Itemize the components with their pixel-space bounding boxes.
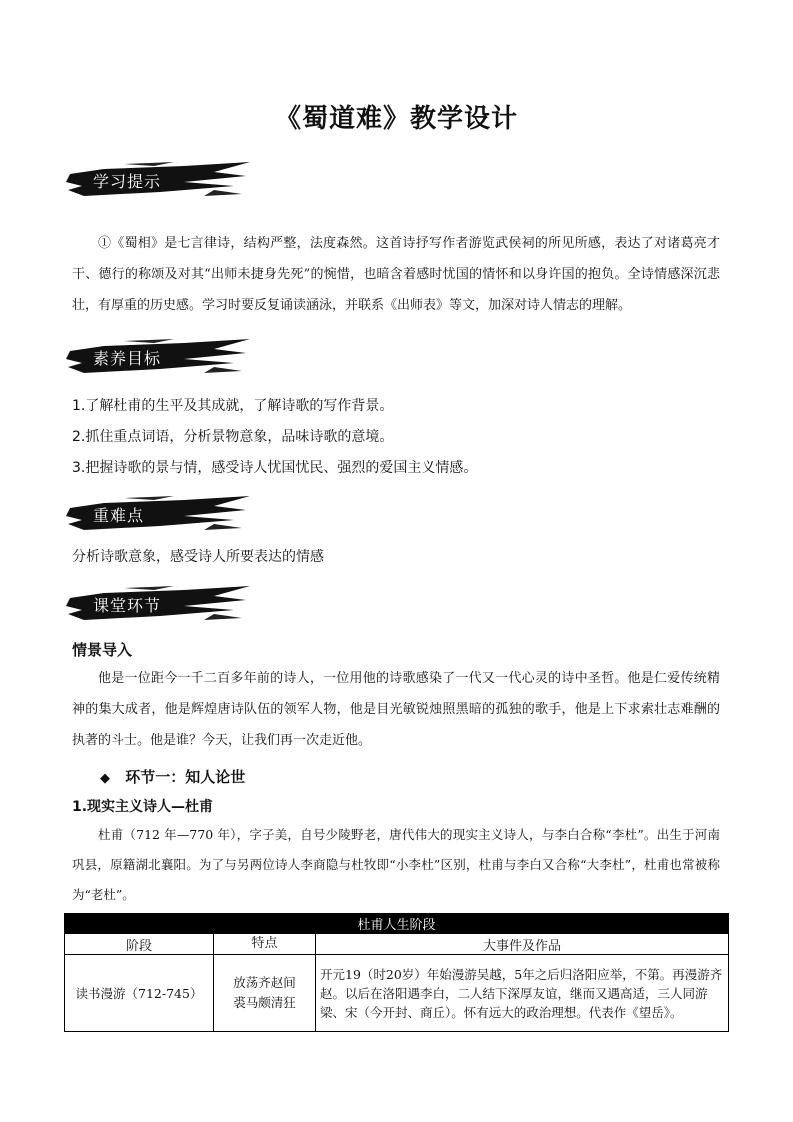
table-header-cell: 阶段	[65, 934, 214, 955]
section-heading-goals: 素养目标	[93, 349, 162, 368]
table-row	[65, 955, 729, 1032]
life-stage-table	[64, 913, 729, 1032]
section-banner-tips	[64, 160, 254, 200]
section-heading-tips: 学习提示	[93, 172, 162, 191]
stage-cell: 读书漫游（712-745）	[65, 955, 214, 1032]
table-header-cell: 特点	[214, 934, 316, 955]
feature-cell	[214, 955, 316, 1032]
difficulty-text: 分析诗歌意象，感受诗人所要表达的情感	[72, 549, 324, 565]
events-cell: 开元19（时20岁）年始漫游吴越，5年之后归洛阳应举，不第。再漫游齐赵。以后在洛阳遇李白，二人结下深厚友谊，继而又遇高适，三人同游梁、宋（今开封、商丘）。怀有远大的政治理想。代表作《望岳》。	[316, 955, 729, 1032]
feature-line: 裘马颇清狂	[233, 995, 296, 1010]
page-title: 《蜀道难》教学设计	[274, 104, 518, 134]
section-banner-goals	[64, 337, 254, 377]
sub-title: 1.现实主义诗人—杜甫	[72, 799, 214, 815]
diamond-bullet-icon: ◆	[100, 771, 110, 786]
table-caption: 杜甫人生阶段	[65, 914, 729, 934]
intro-paragraph: 他是一位距今一千二百多年前的诗人，一位用他的诗歌感染了一代又一代心灵的诗中圣哲。他是仁爱传统精神的集大成者，他是辉煌唐诗队伍的领军人物，他是目光敏锐烛照黑暗的孤独的歌手，他是上下求索壮志难酬的执著的斗士。他是谁？今天，让我们再一次走近他。	[72, 671, 720, 748]
table-header-cell: 大事件及作品	[316, 934, 729, 955]
section-banner-classroom	[64, 584, 254, 624]
step-heading	[100, 766, 245, 787]
intro-title: 情景导入	[72, 641, 133, 659]
section-heading-classroom: 课堂环节	[93, 596, 162, 615]
goal-item: 3.把握诗歌的景与情，感受诗人忧国忧民、强烈的爱国主义情感。	[72, 460, 478, 476]
section-heading-difficulty: 重难点	[93, 506, 145, 525]
dufu-intro-paragraph: 杜甫（712 年—770 年），字子美，自号少陵野老，唐代伟大的现实主义诗人，与李白合称“李杜”。出生于河南巩县，原籍湖北襄阳。为了与另两位诗人李商隐与杜牧即“小李杜”区别，杜甫与李白又合称“大李杜”，杜甫也常被称为“老杜”。	[72, 827, 720, 902]
section-banner-difficulty	[64, 494, 254, 534]
tips-paragraph: ①《蜀相》是七言律诗，结构严整，法度森然。这首诗抒写作者游览武侯祠的所见所感，表达了对诸葛亮才干、德行的称颂及对其“出师未捷身先死”的惋惜，也暗含着感时忧国的情怀和以身许国的抱负。全诗情感深沉悲壮，有厚重的历史感。学习时要反复诵读涵泳，并联系《出师表》等文，加深对诗人情志的理解。	[72, 236, 720, 313]
goal-item: 2.抓住重点词语，分析景物意象，品味诗歌的意境。	[72, 429, 394, 445]
step-title: 环节一：知人论世	[125, 768, 246, 786]
goal-item: 1.了解杜甫的生平及其成就，了解诗歌的写作背景。	[72, 398, 394, 414]
table-header-row	[65, 934, 729, 955]
feature-line: 放荡齐赵间	[233, 975, 296, 990]
